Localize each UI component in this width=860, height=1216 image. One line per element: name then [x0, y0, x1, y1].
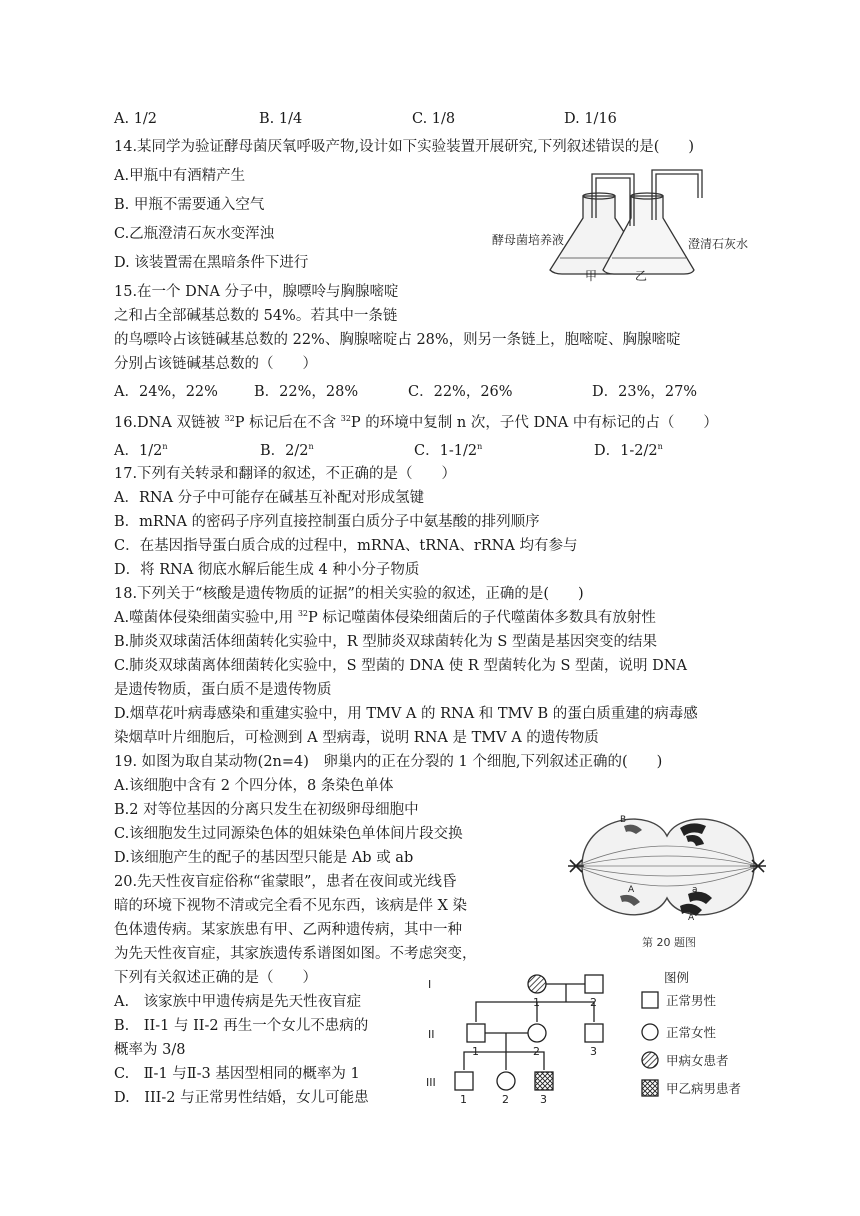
q15-line-3: 的鸟嘌呤占该链碱基总数的 22%、胸腺嘧啶占 28%，则另一条链上，胞嘧啶、胸腺嘧啶 — [114, 332, 681, 348]
q19-option-a: A.该细胞中含有 2 个四分体，8 条染色单体 — [114, 778, 394, 794]
q20-option-c: C. Ⅱ-1 与Ⅱ-3 基因型相同的概率为 1 — [114, 1066, 360, 1082]
q14-option-a: A.甲瓶中有酒精产生 — [114, 168, 246, 184]
q18-option-a-part-2: P 标记噬菌体侵染细菌后的子代噬菌体多数具有放射性 — [308, 610, 656, 626]
generation-label-iii: III — [426, 1076, 436, 1089]
q16-option-a-text: A．1/2 — [114, 443, 163, 459]
legend-affected-male-symbol — [642, 1080, 658, 1096]
legend-normal-male-symbol — [642, 992, 658, 1008]
pedigree-ii2-normal-female — [528, 1024, 546, 1042]
flask-jia-label: 甲 — [585, 269, 598, 282]
q18-isotope-superscript: 32 — [297, 609, 308, 618]
pedigree-number-ii3: 3 — [590, 1045, 597, 1058]
q18-option-b: B.肺炎双球菌活体细菌转化实验中，R 型肺炎双球菌转化为 S 型菌是基因突变的结果 — [114, 634, 657, 650]
q20-line-3: 色体遗传病。某家族患有甲、乙两种遗传病，其中一种 — [114, 922, 462, 938]
q17-option-a: A．RNA 分子中可能存在碱基互补配对形成氢键 — [114, 490, 425, 506]
q20-line-4: 为先天性夜盲症，其家族遗传系谱图如图。不考虑突变， — [114, 946, 477, 962]
cell-division-figure — [562, 806, 772, 956]
q20-option-a: A. 该家族中甲遗传病是先天性夜盲症 — [114, 994, 362, 1010]
q20-option-b-line-2: 概率为 3/8 — [114, 1042, 186, 1058]
q18-stem: 18.下列关于“核酸是遗传物质的证据”的相关实验的叙述，正确的是( ) — [114, 586, 584, 602]
q16-stem-part-1: 16.DNA 双链被 — [114, 415, 225, 431]
pedigree-ii3-normal-male — [585, 1024, 603, 1042]
q16-stem-part-3: P 的环境中复制 n 次，子代 DNA 中有标记的占（ ） — [350, 415, 718, 431]
q19-option-b: B.2 对等位基因的分离只发生在初级卵母细胞中 — [114, 802, 419, 818]
pedigree-number-iii1: 1 — [460, 1093, 467, 1106]
allele-label-b-lower: b — [694, 891, 700, 901]
q16-option-b-exponent: n — [308, 442, 314, 451]
q15-line-4: 分别占该链碱基总数的（ ） — [114, 356, 317, 372]
q18-option-d-line-2: 染烟草叶片细胞后，可检测到 A 型病毒，说明 RNA 是 TMV A 的遗传物质 — [114, 730, 599, 746]
q17-option-d: D．将 RNA 彻底水解后能生成 4 种小分子物质 — [114, 562, 420, 578]
figure-20-caption: 第 20 题图 — [642, 936, 696, 949]
pedigree-ii1-normal-male — [467, 1024, 485, 1042]
q20-option-b-line-1: B. II-1 与 II-2 再生一个女儿不患病的 — [114, 1018, 369, 1034]
pedigree-number-i2: 2 — [590, 996, 597, 1009]
pedigree-number-ii2: 2 — [533, 1045, 540, 1058]
q17-stem: 17.下列有关转录和翻译的叙述，不正确的是（ ） — [114, 466, 457, 482]
q19-option-c: C.该细胞发生过同源染色体的姐妹染色单体间片段交换 — [114, 826, 463, 842]
q19-stem: 19. 如图为取自某动物(2n=4) 卵巢内的正在分裂的 1 个细胞,下列叙述正确的( ) — [114, 754, 663, 770]
legend-label-normal-female: 正常女性 — [666, 1025, 717, 1040]
q16-option-c — [414, 441, 482, 461]
legend-affected-female-symbol — [642, 1052, 658, 1068]
q20-option-d: D. III-2 与正常男性结婚，女儿可能患 — [114, 1090, 369, 1106]
pedigree-i2-normal-male — [585, 975, 603, 993]
q14-stem: 14.某同学为验证酵母菌厌氧呼吸产物,设计如下实验装置开展研究,下列叙述错误的是( ) — [114, 139, 695, 155]
q13-option-d: D. 1/16 — [564, 111, 617, 127]
pedigree-iii3-affected-male — [535, 1072, 553, 1090]
q16-isotope-superscript-2: 32 — [340, 414, 351, 423]
q16-option-b — [260, 441, 314, 461]
q16-option-a — [114, 441, 167, 461]
yeast-culture-label: 酵母菌培养液 — [492, 233, 565, 247]
q18-option-a — [114, 608, 656, 628]
q16-isotope-superscript-1: 32 — [224, 414, 235, 423]
pedigree-chart — [420, 966, 780, 1106]
q15-option-a: A．24%，22% — [114, 384, 218, 400]
q15-option-d: D．23%，27% — [592, 384, 698, 400]
legend-label-jia-female: 甲病女患者 — [666, 1053, 729, 1068]
q18-option-c-line-2: 是遗传物质，蛋白质不是遗传物质 — [114, 682, 332, 698]
q15-line-2: 之和占全部碱基总数的 54%。若其中一条链 — [114, 308, 398, 324]
q15-option-c: C．22%，26% — [408, 384, 513, 400]
q13-option-b: B. 1/4 — [259, 111, 303, 127]
q20-line-5: 下列有关叙述正确的是（ ） — [114, 970, 317, 986]
q13-option-a: A. 1/2 — [114, 111, 158, 127]
legend-label-jiayi-male: 甲乙病男患者 — [666, 1081, 742, 1096]
q16-stem — [114, 413, 718, 433]
legend-label-normal-male: 正常男性 — [666, 993, 717, 1008]
allele-label-a-lower: a — [692, 885, 698, 895]
pedigree-i1-affected-female — [528, 975, 546, 993]
q18-option-c-line-1: C.肺炎双球菌离体细菌转化实验中，S 型菌的 DNA 使 R 型菌转化为 S 型菌，说明 DNA — [114, 658, 687, 674]
pedigree-number-i1: 1 — [533, 996, 540, 1009]
pedigree-number-iii3: 3 — [540, 1093, 547, 1106]
q16-option-c-exponent: n — [477, 442, 483, 451]
q18-option-a-part-1: A.噬菌体侵染细菌实验中,用 — [114, 610, 298, 626]
limewater-label: 澄清石灰水 — [688, 237, 749, 251]
q14-option-c: C.乙瓶澄清石灰水变浑浊 — [114, 226, 275, 242]
q17-option-b: B．mRNA 的密码子序列直接控制蛋白质分子中氨基酸的排列顺序 — [114, 514, 540, 530]
q15-option-b: B．22%，28% — [254, 384, 359, 400]
q16-option-b-text: B．2/2 — [260, 443, 309, 459]
q15-line-1: 15.在一个 DNA 分子中，腺嘌呤与胸腺嘧啶 — [114, 284, 399, 300]
q17-option-c: C．在基因指导蛋白质合成的过程中，mRNA、tRNA、rRNA 均有参与 — [114, 538, 578, 554]
q13-option-c: C. 1/8 — [412, 111, 456, 127]
q18-option-d-line-1: D.烟草花叶病毒感染和重建实验中，用 TMV A 的 RNA 和 TMV B 的蛋白质重建的病毒感 — [114, 706, 698, 722]
pedigree-iii1-normal-male — [455, 1072, 473, 1090]
q16-option-c-text: C．1-1/2 — [414, 443, 478, 459]
allele-label-a-upper-2: A — [688, 913, 695, 923]
generation-label-ii: II — [428, 1028, 435, 1041]
q16-option-a-exponent: n — [162, 442, 168, 451]
allele-label-b-upper: B — [620, 815, 627, 825]
q19-option-d: D.该细胞产生的配子的基因型只能是 Ab 或 ab — [114, 850, 414, 866]
pedigree-number-ii1: 1 — [472, 1045, 479, 1058]
q16-option-d — [594, 441, 663, 461]
q16-stem-part-2: P 标记后在不含 — [234, 415, 341, 431]
q16-option-d-text: D．1-2/2 — [594, 443, 658, 459]
pedigree-number-iii2: 2 — [502, 1093, 509, 1106]
q20-line-1: 20.先天性夜盲症俗称“雀蒙眼”，患者在夜间或光线昏 — [114, 874, 457, 890]
q16-option-d-exponent: n — [657, 442, 663, 451]
q14-option-b: B. 甲瓶不需要通入空气 — [114, 197, 265, 213]
q20-line-2: 暗的环境下视物不清或完全看不见东西，该病是伴 X 染 — [114, 898, 468, 914]
fermentation-apparatus-figure — [488, 158, 758, 282]
legend-normal-female-symbol — [642, 1024, 658, 1040]
pedigree-iii2-normal-female — [497, 1072, 515, 1090]
flask-yi-label: 乙 — [635, 269, 648, 282]
allele-label-a-upper-1: A — [628, 885, 635, 895]
q14-option-d: D. 该装置需在黑暗条件下进行 — [114, 255, 309, 271]
legend-title: 图例 — [664, 970, 690, 985]
generation-label-i: I — [428, 978, 432, 991]
